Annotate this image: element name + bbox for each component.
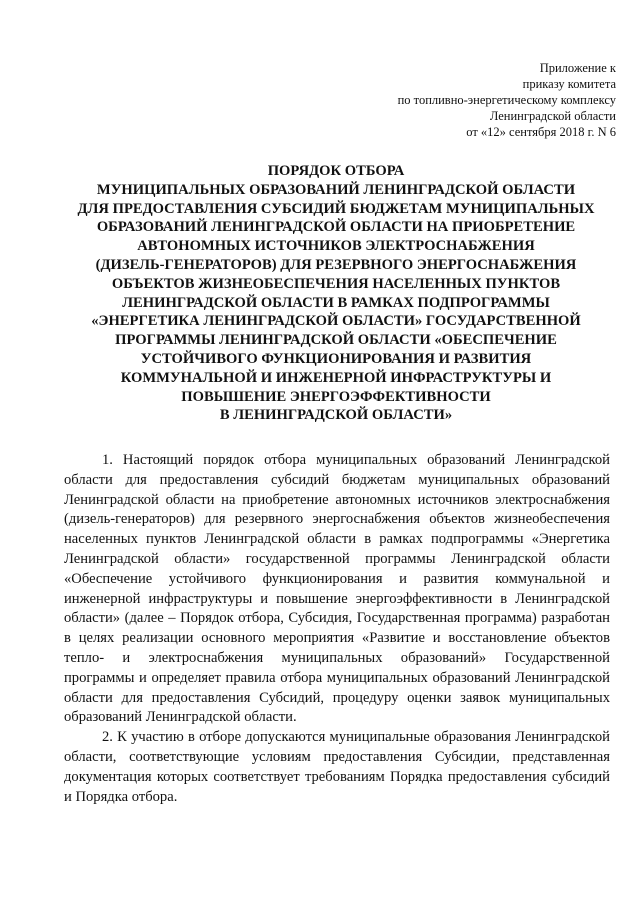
document-body: [64, 451, 610, 807]
title-line: МУНИЦИПАЛЬНЫХ ОБРАЗОВАНИЙ ЛЕНИНГРАДСКОЙ ОБЛАСТИ: [96, 181, 576, 198]
appendix-line: Приложение к: [539, 61, 616, 75]
paragraph-2: 2. К участию в отборе допускаются муниципальные образования Ленинградской области, соответствующие условиям предоставления Субсидии, представленная документация которых соответствует требованиям Порядка предоставления субсидий и Порядка отбора.: [64, 729, 610, 805]
title-line: ДЛЯ ПРЕДОСТАВЛЕНИЯ СУБСИДИЙ БЮДЖЕТАМ МУНИЦИПАЛЬНЫХ: [77, 200, 595, 217]
appendix-line: по топливно-энергетическому комплексу: [397, 93, 616, 107]
title-line: ПОРЯДОК ОТБОРА: [267, 163, 405, 179]
title-line: ПОВЫШЕНИЕ ЭНЕРГОЭФФЕКТИВНОСТИ: [181, 388, 491, 405]
title-line: КОММУНАЛЬНОЙ И ИНЖЕНЕРНОЙ ИНФРАСТРУКТУРЫ И: [120, 369, 552, 386]
title-line: ЛЕНИНГРАДСКОЙ ОБЛАСТИ В РАМКАХ ПОДПРОГРАММЫ: [122, 294, 550, 311]
paragraph-1: 1. Настоящий порядок отбора муниципальных образований Ленинградской области для предоставления субсидий бюджетам муниципальных образований Ленинградской области на приобретение автономных источников электроснабжения (дизель-генераторов) для резервного энергоснабжения объектов жизнеобеспечения населенных пунктов Ленинградской области в рамках подпрограммы «Энергетика Ленинградской области» государственной программы Ленинградской области «Обеспечение устойчивого функционирования и развития коммунальной и инженерной инфраструктуры и повышение энергоэффективности в Ленинградской области» (далее – Порядок отбора, Субсидия, Государственная программа) разработан в целях реализации основного мероприятия «Развитие и восстановление объектов тепло- и электроснабжения муниципальных образований» Государственной программы и определяет правила отбора муниципальных образований Ленинградской области для предоставления Субсидий, процедуру оценки заявок муниципальных образований Ленинградской области.: [64, 452, 610, 726]
title-line: ОБЪЕКТОВ ЖИЗНЕОБЕСПЕЧЕНИЯ НАСЕЛЕННЫХ ПУНКТОВ: [111, 275, 561, 292]
title-line: ПРОГРАММЫ ЛЕНИНГРАДСКОЙ ОБЛАСТИ «ОБЕСПЕЧЕНИЕ: [115, 332, 557, 349]
title-line: «ЭНЕРГЕТИКА ЛЕНИНГРАДСКОЙ ОБЛАСТИ» ГОСУДАРСТВЕННОЙ: [91, 313, 581, 330]
document-title: [40, 162, 632, 425]
appendix-line: от «12» сентября 2018 г. N 6: [466, 125, 616, 139]
title-line: В ЛЕНИНГРАДСКОЙ ОБЛАСТИ»: [219, 407, 453, 424]
appendix-line: приказу комитета: [522, 77, 616, 91]
title-line: ОБРАЗОВАНИЙ ЛЕНИНГРАДСКОЙ ОБЛАСТИ НА ПРИОБРЕТЕНИЕ: [96, 219, 576, 236]
appendix-line: Ленинградской области: [489, 109, 616, 123]
title-line: УСТОЙЧИВОГО ФУНКЦИОНИРОВАНИЯ И РАЗВИТИЯ: [140, 350, 532, 367]
appendix-header: [296, 60, 616, 140]
title-line: (ДИЗЕЛЬ-ГЕНЕРАТОРОВ) ДЛЯ РЕЗЕРВНОГО ЭНЕРГОСНАБЖЕНИЯ: [95, 256, 577, 273]
title-line: АВТОНОМНЫХ ИСТОЧНИКОВ ЭЛЕКТРОСНАБЖЕНИЯ: [137, 238, 535, 255]
